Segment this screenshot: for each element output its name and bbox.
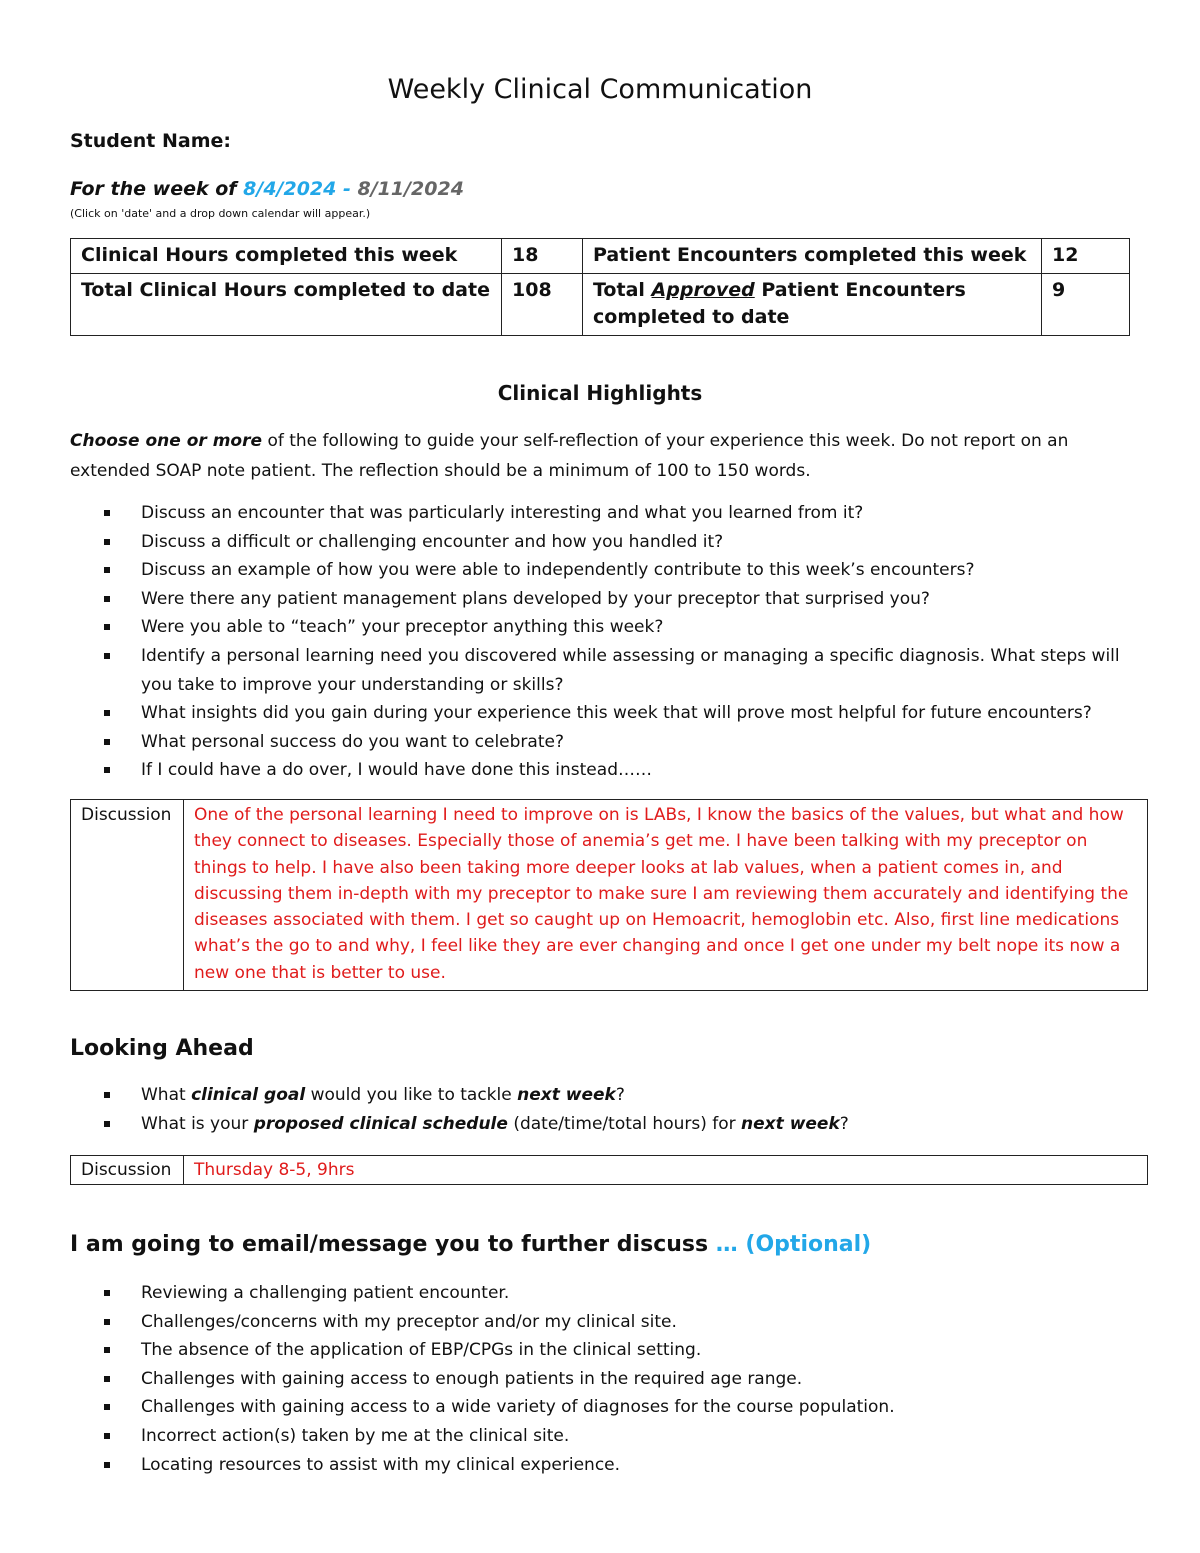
- page-title: Weekly Clinical Communication: [387, 74, 813, 105]
- table-row: [71, 274, 1130, 336]
- hours-week-value[interactable]: 18: [502, 239, 583, 274]
- email-heading: [70, 1232, 871, 1257]
- week-start-date[interactable]: 8/4/2024: [243, 178, 337, 200]
- hours-week-label: Clinical Hours completed this week: [71, 239, 502, 274]
- looking-ahead-heading: Looking Ahead: [70, 1036, 254, 1061]
- table-row: [71, 1156, 1148, 1185]
- encounters-week-label: Patient Encounters completed this week: [583, 239, 1042, 274]
- encounters-total-label-post: Patient Encounters completed to date: [593, 279, 966, 328]
- clinical-hours-table: [70, 238, 1130, 336]
- intro-emphasis: Choose one or more: [70, 431, 263, 451]
- encounters-week-value[interactable]: 12: [1042, 239, 1130, 274]
- table-row: [71, 800, 1148, 991]
- email-topics-list: [70, 1279, 1150, 1479]
- highlights-prompt-list: [70, 499, 1150, 785]
- date-hint: (Click on 'date' and a drop down calendar will appear.): [70, 207, 371, 220]
- hours-total-value[interactable]: 108: [502, 274, 583, 336]
- clinical-highlights-heading: Clinical Highlights: [497, 381, 703, 405]
- encounters-total-value[interactable]: 9: [1042, 274, 1130, 336]
- schedule-discussion-text[interactable]: Thursday 8-5, 9hrs: [184, 1156, 1148, 1185]
- email-heading-text: I am going to email/message you to further discuss: [70, 1232, 709, 1257]
- list-item: Were you able to “teach” your preceptor anything this week?: [70, 613, 1150, 642]
- list-item: What clinical goal would you like to tackle next week?: [70, 1081, 1150, 1110]
- list-item: What is your proposed clinical schedule (date/time/total hours) for next week?: [70, 1110, 1150, 1139]
- week-label: For the week of: [70, 178, 237, 200]
- highlights-discussion-table: [70, 799, 1148, 991]
- encounters-total-label: [583, 274, 1042, 336]
- list-item: Challenges/concerns with my preceptor and/or my clinical site.: [70, 1308, 1150, 1337]
- week-date-separator: -: [343, 178, 351, 200]
- list-item: If I could have a do over, I would have done this instead……: [70, 756, 1150, 785]
- list-item: Locating resources to assist with my clinical experience.: [70, 1451, 1150, 1480]
- list-item: Challenges with gaining access to a wide variety of diagnoses for the course population.: [70, 1393, 1150, 1422]
- list-item: Reviewing a challenging patient encounter.: [70, 1279, 1150, 1308]
- list-item: Discuss an example of how you were able to independently contribute to this week’s encounters?: [70, 556, 1150, 585]
- list-item: Identify a personal learning need you discovered while assessing or managing a specific diagnosis. What steps will you take to improve your understanding or skills?: [70, 642, 1131, 699]
- list-item: Discuss an encounter that was particularly interesting and what you learned from it?: [70, 499, 1150, 528]
- table-row: [71, 239, 1130, 274]
- list-item: What personal success do you want to celebrate?: [70, 728, 1150, 757]
- list-item: Challenges with gaining access to enough patients in the required age range.: [70, 1365, 1150, 1394]
- looking-ahead-list: [70, 1081, 1150, 1138]
- list-item: Incorrect action(s) taken by me at the clinical site.: [70, 1422, 1150, 1451]
- week-end-date[interactable]: 8/11/2024: [357, 178, 464, 200]
- discussion-text[interactable]: One of the personal learning I need to improve on is LABs, I know the basics of the values, but what and how they connect to diseases. Especially those of anemia’s get me. I have been talking with my preceptor on things to help. I have also been taking more deeper looks at lab values, when a patient comes in, and discussing them in-depth with my preceptor to make sure I am reviewing them accurately and identifying the diseases associated with them. I get so caught up on Hemoacrit, hemoglobin etc. Also, first line medications what’s the go to and why, I feel like they are ever changing and once I get one under my belt nope its now a new one that is better to use.: [184, 800, 1148, 991]
- optional-label: … (Optional): [715, 1232, 872, 1257]
- list-item: What insights did you gain during your experience this week that will prove most helpful for future encounters?: [70, 699, 1150, 728]
- approved-emphasis: Approved: [651, 279, 755, 301]
- week-range: [70, 178, 464, 200]
- schedule-discussion-label: Discussion: [71, 1156, 184, 1185]
- hours-total-label: Total Clinical Hours completed to date: [71, 274, 502, 336]
- student-name-label: Student Name:: [70, 130, 232, 152]
- list-item: Were there any patient management plans developed by your preceptor that surprised you?: [70, 585, 1150, 614]
- schedule-discussion-table: [70, 1155, 1148, 1185]
- intro-text: of the following to guide your self-reflection of your experience this week. Do not report on an extended SOAP note patient. The reflection should be a minimum of 100 to 150 words.: [70, 431, 1069, 481]
- list-item: Discuss a difficult or challenging encounter and how you handled it?: [70, 528, 1150, 557]
- list-item: The absence of the application of EBP/CPGs in the clinical setting.: [70, 1336, 1150, 1365]
- highlights-intro: [70, 426, 1130, 486]
- encounters-total-label-pre: Total: [593, 279, 645, 301]
- discussion-label: Discussion: [71, 800, 184, 991]
